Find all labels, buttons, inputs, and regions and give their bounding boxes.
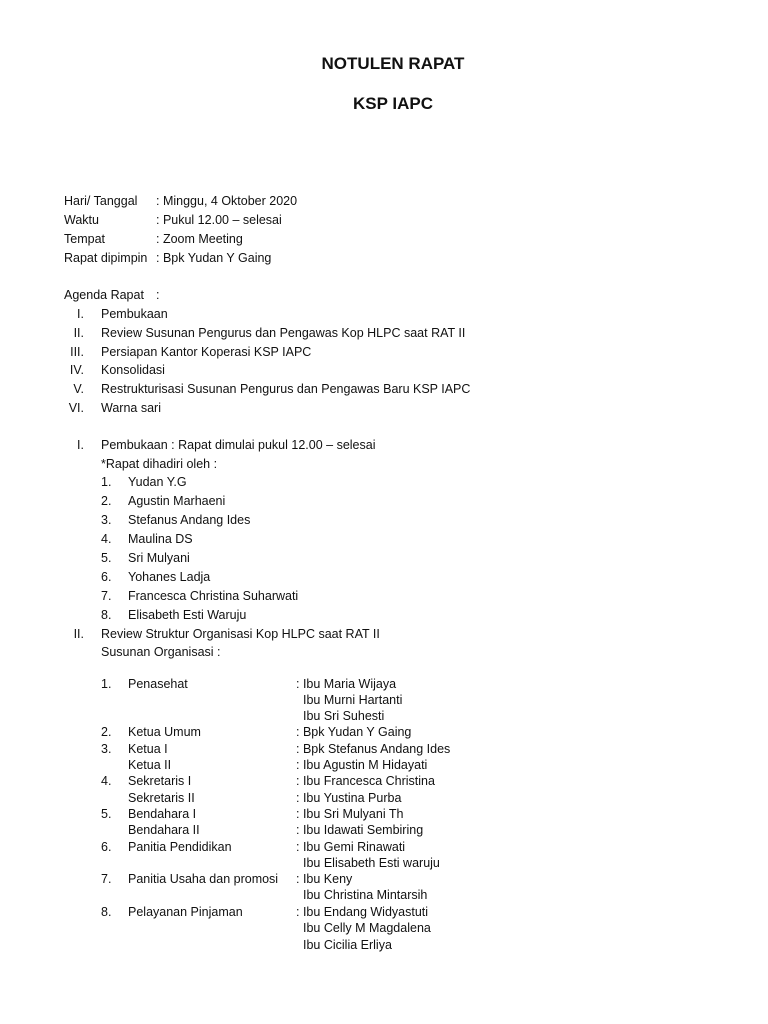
attendee-name: Yohanes Ladja — [128, 570, 211, 584]
org-member: : Ibu Idawati Sembiring — [296, 823, 424, 837]
org-member: : Ibu Yustina Purba — [296, 791, 402, 805]
info-value: : Zoom Meeting — [156, 232, 243, 246]
section-subheading: Susunan Organisasi : — [101, 645, 221, 659]
attendee-name: Yudan Y.G — [128, 475, 187, 489]
agenda-item-text: Restrukturisasi Susunan Pengurus dan Pengawas Baru KSP IAPC — [101, 382, 471, 396]
org-number: 2. — [101, 725, 112, 739]
info-label: Tempat — [64, 232, 105, 246]
attendee-number: 3. — [101, 513, 112, 527]
info-label: Waktu — [64, 213, 99, 227]
org-number: 1. — [101, 677, 112, 691]
section-heading: Pembukaan : Rapat dimulai pukul 12.00 – selesai — [101, 438, 376, 452]
info-value: : Pukul 12.00 – selesai — [156, 213, 282, 227]
org-member: Ibu Elisabeth Esti waruju — [303, 856, 440, 870]
org-number: 7. — [101, 872, 112, 886]
info-label: Rapat dipimpin — [64, 251, 148, 265]
document-title: NOTULEN RAPAT — [321, 54, 465, 73]
section-subheading: *Rapat dihadiri oleh : — [101, 457, 218, 471]
attendee-name: Stefanus Andang Ides — [128, 513, 251, 527]
section-heading: Review Struktur Organisasi Kop HLPC saat RAT II — [101, 627, 380, 641]
attendee-number: 8. — [101, 608, 112, 622]
attendee-number: 2. — [101, 494, 112, 508]
org-role: Sekretaris I — [128, 774, 192, 788]
attendee-number: 5. — [101, 551, 112, 565]
agenda-colon: : — [156, 288, 160, 302]
agenda-item-number: II. — [73, 326, 84, 340]
attendee-number: 7. — [101, 589, 112, 603]
agenda-item-text: Konsolidasi — [101, 363, 165, 377]
org-role: Bendahara I — [128, 807, 197, 821]
org-member: Ibu Sri Suhesti — [303, 709, 385, 723]
org-member: : Bpk Stefanus Andang Ides — [296, 742, 451, 756]
section-number: II. — [73, 627, 84, 641]
org-member: Ibu Cicilia Erliya — [303, 938, 392, 952]
agenda-item-number: V. — [73, 382, 84, 396]
org-member: Ibu Christina Mintarsih — [303, 888, 428, 902]
org-role: Bendahara II — [128, 823, 200, 837]
agenda-item-text: Pembukaan — [101, 307, 168, 321]
attendee-name: Francesca Christina Suharwati — [128, 589, 299, 603]
org-member: : Bpk Yudan Y Gaing — [296, 725, 412, 739]
attendee-name: Elisabeth Esti Waruju — [128, 608, 247, 622]
org-member: : Ibu Sri Mulyani Th — [296, 807, 404, 821]
org-member: : Ibu Maria Wijaya — [296, 677, 397, 691]
org-member: : Ibu Endang Widyastuti — [296, 905, 429, 919]
org-member: : Ibu Agustin M Hidayati — [296, 758, 428, 772]
attendee-number: 4. — [101, 532, 112, 546]
agenda-item-number: IV. — [69, 363, 84, 377]
org-role: Penasehat — [128, 677, 188, 691]
agenda-item-number: III. — [70, 345, 84, 359]
org-role: Ketua II — [128, 758, 172, 772]
attendee-number: 1. — [101, 475, 112, 489]
org-role: Ketua I — [128, 742, 168, 756]
agenda-item-number: I. — [77, 307, 84, 321]
attendee-name: Sri Mulyani — [128, 551, 190, 565]
org-role: Pelayanan Pinjaman — [128, 905, 243, 919]
info-value: : Bpk Yudan Y Gaing — [156, 251, 272, 265]
org-role: Sekretaris II — [128, 791, 195, 805]
attendee-name: Agustin Marhaeni — [128, 494, 226, 508]
agenda-item-text: Persiapan Kantor Koperasi KSP IAPC — [101, 345, 312, 359]
agenda-item-text: Warna sari — [101, 401, 161, 415]
org-role: Panitia Usaha dan promosi — [128, 872, 279, 886]
agenda-item-number: VI. — [68, 401, 84, 415]
org-number: 3. — [101, 742, 112, 756]
document-subtitle: KSP IAPC — [353, 94, 433, 113]
agenda-label: Agenda Rapat — [64, 288, 144, 302]
attendee-name: Maulina DS — [128, 532, 193, 546]
org-number: 5. — [101, 807, 112, 821]
info-value: : Minggu, 4 Oktober 2020 — [156, 194, 298, 208]
section-number: I. — [77, 438, 84, 452]
org-member: Ibu Celly M Magdalena — [303, 921, 431, 935]
org-number: 6. — [101, 840, 112, 854]
info-label: Hari/ Tanggal — [64, 194, 138, 208]
org-role: Ketua Umum — [128, 725, 201, 739]
agenda-item-text: Review Susunan Pengurus dan Pengawas Kop HLPC saat RAT II — [101, 326, 466, 340]
org-number: 4. — [101, 774, 112, 788]
org-member: : Ibu Gemi Rinawati — [296, 840, 406, 854]
attendee-number: 6. — [101, 570, 112, 584]
org-number: 8. — [101, 905, 112, 919]
org-member: : Ibu Francesca Christina — [296, 774, 435, 788]
org-member: Ibu Murni Hartanti — [303, 693, 403, 707]
org-role: Panitia Pendidikan — [128, 840, 232, 854]
org-member: : Ibu Keny — [296, 872, 353, 886]
